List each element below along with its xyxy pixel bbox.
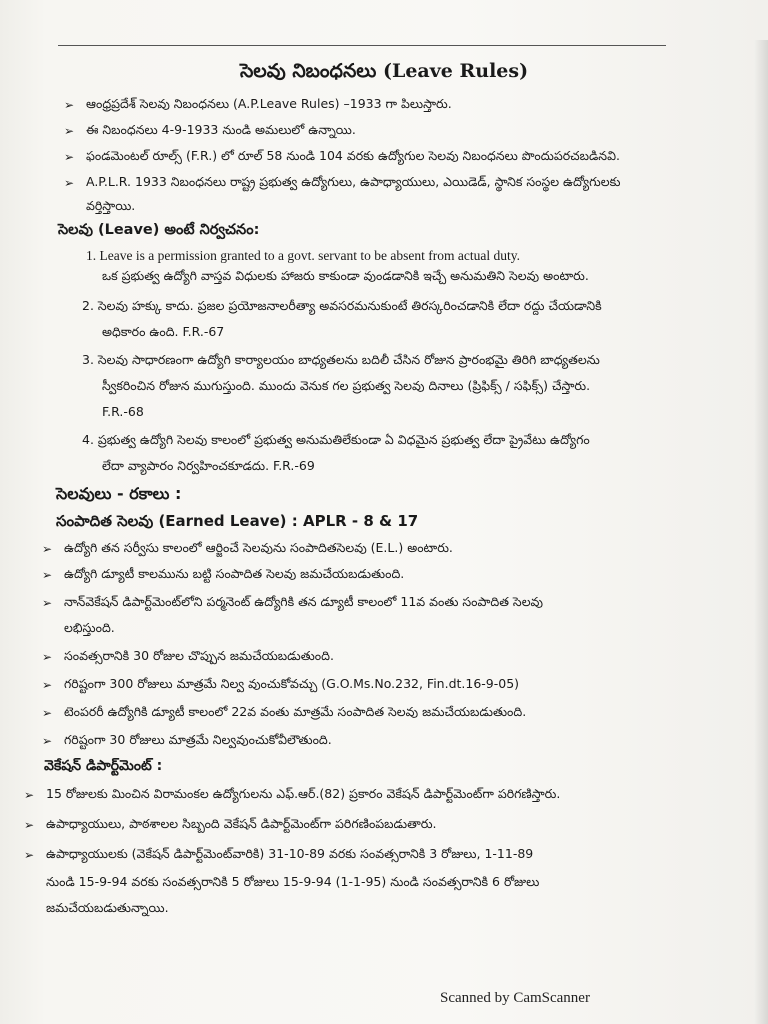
earned-line: ఉద్యోగి డ్యూటీ కాలమును బట్టి సంపాదిత సెలవు జమచేయబడుతుంది. xyxy=(64,566,405,581)
bullet-icon: ➢ xyxy=(41,678,53,692)
vacation-line: ఉపాధ్యాయులు, పాఠశాలల సిబ్బంది వెకేషన్ డిపార్ట్‌మెంట్‌గా పరిగణింపబడుతారు. xyxy=(46,816,437,831)
earned-line-continued: లభిస్తుంది. xyxy=(64,620,115,635)
definition-line: F.R.-68 xyxy=(102,404,144,419)
earned-line: గరిష్టంగా 300 రోజులు మాత్రమే నిల్వ వుంచుకోవచ్చు (G.O.Ms.No.232, Fin.dt.16-9-05) xyxy=(64,676,520,691)
bullet-icon: ➢ xyxy=(63,124,75,138)
earned-line: నాన్‌వెకేషన్ డిపార్ట్‌మెంట్‌లోని పర్మనెంట్ ఉద్యోగికి తన డ్యూటీ కాలంలో 11వ వంతు సంపాదిత సెలవు xyxy=(64,594,544,609)
earned-line: గరిష్టంగా 30 రోజులు మాత్రమే నిల్వవుంచుకోవీలౌతుంది. xyxy=(64,732,332,747)
definition-line: 2. సెలవు హక్కు కాదు. ప్రజల ప్రయోజనాలరీత్యా అవసరమనుకుంటే తిరస్కరించడానికి లేదా రద్దు చేయడానికి xyxy=(82,298,602,313)
vacation-line-continued: జమచేయబడుతున్నాయి. xyxy=(46,900,169,915)
top-rule xyxy=(58,45,666,46)
bullet-icon: ➢ xyxy=(23,818,35,832)
definition-line: 4. ప్రభుత్వ ఉద్యోగి సెలవు కాలంలో ప్రభుత్వ అనుమతిలేకుండా ఏ విధమైన ప్రభుత్వ లేదా ప్రైవేటు ఉద్యోగం xyxy=(82,432,590,447)
definition-line: ఒక ప్రభుత్వ ఉద్యోగి వాస్తవ విధులకు హాజరు కాకుండా వుండడానికి ఇచ్చే అనుమతిని సెలవు అంటారు. xyxy=(102,268,589,283)
vacation-line: 15 రోజులకు మించిన విరామంకల ఉద్యోగులను ఎఫ్.ఆర్.(82) ప్రకారం వెకేషన్ డిపార్ట్‌మెంట్‌గా పరిగణిస్తారు. xyxy=(46,786,561,801)
bullet-icon: ➢ xyxy=(63,98,75,112)
bullet-icon: ➢ xyxy=(63,150,75,164)
vacation-line: ఉపాధ్యాయులకు (వెకేషన్ డిపార్ట్‌మెంట్‌వారికి) 31-10-89 వరకు సంవత్సరానికి 3 రోజులు, 1-11-89 xyxy=(46,846,534,861)
title-english: (Leave Rules) xyxy=(382,60,529,82)
bullet-icon: ➢ xyxy=(41,596,53,610)
definition-line: అధికారం ఉంది. F.R.-67 xyxy=(102,324,225,339)
vacation-line-continued: నుండి 15-9-94 వరకు సంవత్సరానికి 5 రోజులు 15-9-94 (1-1-95) నుండి సంవత్సరానికి 6 రోజులు xyxy=(46,874,540,889)
bullet-icon: ➢ xyxy=(41,568,53,582)
bullet-icon: ➢ xyxy=(23,788,35,802)
title-telugu: సెలవు నిబంధనలు xyxy=(239,60,377,82)
page-edge-shadow xyxy=(754,40,768,1024)
earned-leave-heading: సంపాదిత సెలవు (Earned Leave) : APLR - 8 & 17 xyxy=(56,512,419,530)
intro-line: ఈ నిబంధనలు 4-9-1933 నుండి అమలులో ఉన్నాయి. xyxy=(86,122,356,137)
bullet-icon: ➢ xyxy=(41,542,53,556)
earned-line: సంవత్సరానికి 30 రోజుల చొప్పున జమచేయబడుతుంది. xyxy=(64,648,334,663)
definition-line: 3. సెలవు సాధారణంగా ఉద్యోగి కార్యాలయం బాధ్యతలను బదిలీ చేసిన రోజున ప్రారంభమై తిరిగి బాధ్యతలను xyxy=(82,352,600,367)
definition-line: స్వీకరించిన రోజున ముగుస్తుంది. ముందు వెనుక గల ప్రభుత్వ సెలవు దినాలు (ప్రిఫిక్స్ / సఫిక్స్) చేస్తారు. xyxy=(102,378,591,393)
intro-line: A.P.L.R. 1933 నిబంధనలు రాష్ట్ర ప్రభుత్వ ఉద్యోగులు, ఉపాధ్యాయులు, ఎయిడెడ్, స్థానిక సంస్థల ఉద్యోగులకు xyxy=(86,174,621,189)
vacation-heading: వెకేషన్ డిపార్ట్‌మెంట్ : xyxy=(44,758,163,774)
bullet-icon: ➢ xyxy=(41,650,53,664)
intro-line: ఆంధ్రప్రదేశ్ సెలవు నిబంధనలు (A.P.Leave Rules) –1933 గా పిలుస్తారు. xyxy=(86,96,452,111)
earned-line: ఉద్యోగి తన సర్వీసు కాలంలో ఆర్జించే సెలవును సంపాదితసెలవు (E.L.) అంటారు. xyxy=(64,540,453,555)
types-heading: సెలవులు - రకాలు : xyxy=(56,484,182,503)
definition-heading: సెలవు (Leave) అంటే నిర్వచనం: xyxy=(58,222,260,238)
definition-line: లేదా వ్యాపారం నిర్వహించకూడదు. F.R.-69 xyxy=(102,458,315,473)
definition-line: 1. Leave is a permission granted to a govt. servant to be absent from actual duty. xyxy=(86,248,520,263)
intro-line: ఫండమెంటల్ రూల్స్ (F.R.) లో రూల్ 58 నుండి 104 వరకు ఉద్యోగుల సెలవు నిబంధనలు పొందుపరచబడినవి. xyxy=(86,148,620,163)
intro-line-continued: వర్తిస్తాయి. xyxy=(86,198,136,213)
page-title xyxy=(0,60,768,87)
bullet-icon: ➢ xyxy=(63,176,75,190)
bullet-icon: ➢ xyxy=(41,706,53,720)
scanner-watermark: Scanned by CamScanner xyxy=(440,990,590,1006)
earned-line: టెంపరరీ ఉద్యోగికి డ్యూటీ కాలంలో 22వ వంతు మాత్రమే సంపాదిత సెలవు జమచేయబడుతుంది. xyxy=(64,704,527,719)
bullet-icon: ➢ xyxy=(23,848,35,862)
bullet-icon: ➢ xyxy=(41,734,53,748)
